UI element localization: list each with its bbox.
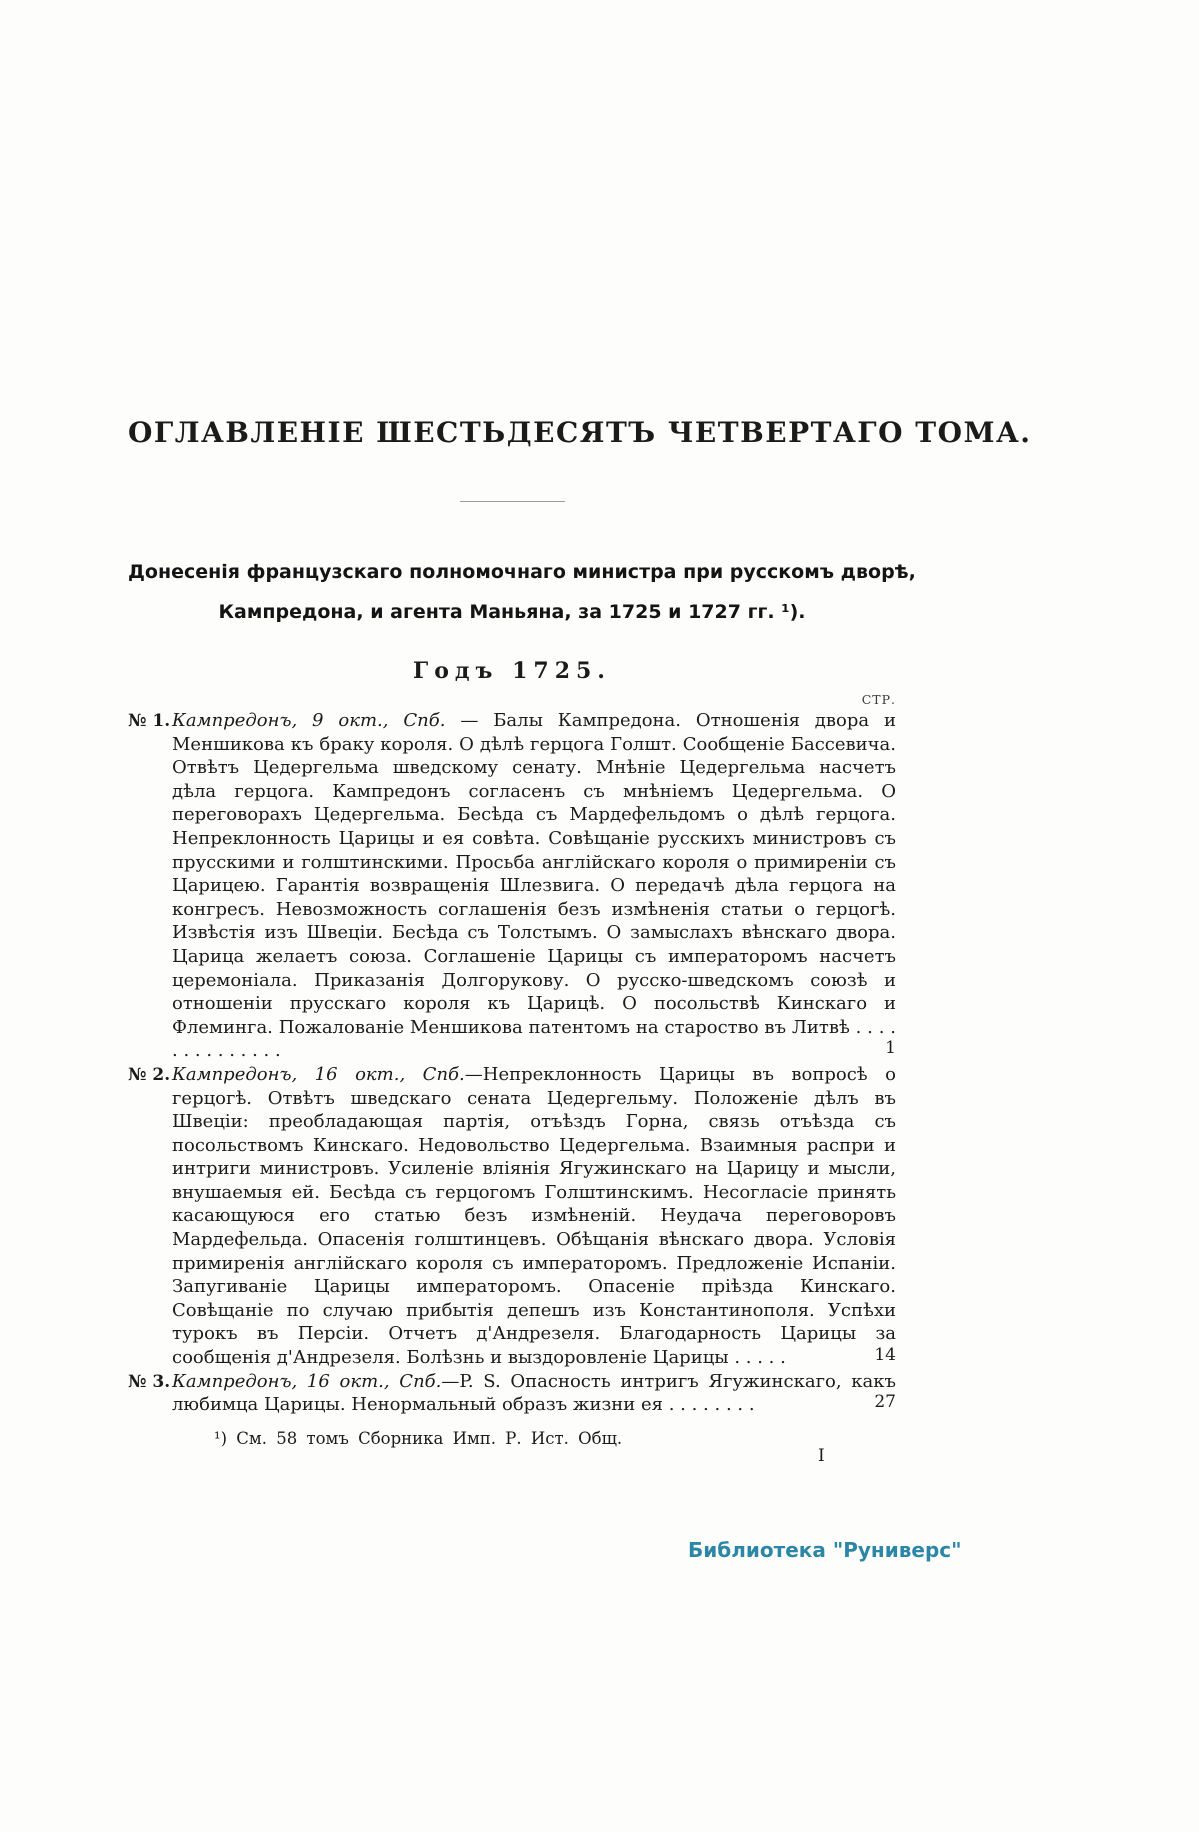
leader-dots: . . . . . bbox=[728, 1347, 786, 1369]
title-divider bbox=[460, 501, 565, 502]
entry-page-number: 14 bbox=[874, 1345, 896, 1366]
toc-entry-3 bbox=[128, 1370, 896, 1417]
entry-number: № 1. bbox=[128, 711, 171, 731]
toc-entry-1 bbox=[128, 709, 896, 1063]
entry-lead: Кампредонъ, 16 окт., Спб. bbox=[172, 1063, 465, 1085]
leader-dots: . . . . . . . . bbox=[663, 1394, 755, 1416]
entry-text: Балы Кампредона. Отношенія двора и Меншикова къ браку короля. О дѣлѣ герцога Голшт. Сообщеніе Бассевича. Отвѣтъ Цедергельма шведскому сенату. Мнѣніе Цедергельма насчетъ дѣла герцога. Кампредонъ согласенъ съ мнѣніемъ Цедергельма. О переговорахъ Цедергельма. Бесѣда съ Мардефельдомъ о дѣлѣ герцога. Непреклонность Царицы и ея совѣта. Совѣщаніе русскихъ министровъ съ прусскими и голштинскими. Просьба англійскаго короля о примиреніи съ Царицею. Гарантія возвращенія Шлезвига. О передачѣ дѣла герцога на конгресъ. Невозможность соглашенія безъ измѣненія статьи о герцогѣ. Извѣстія изъ Швеціи. Бесѣда съ Толстымъ. О замыслахъ вѣнскаго двора. Царица желаетъ союза. Соглашеніе Царицы съ императоромъ насчетъ церемоніала. Приказанія Долгорукову. О русско-шведскомъ союзѣ и отношеніи прусскаго короля къ Царицѣ. О посольствѣ Кинскаго и Флеминга. Пожалованіе Меншикова патентомъ на староство въ Литвѣ bbox=[172, 710, 896, 1038]
entry-text: P. S. Опасность интригъ Ягужинскаго, какъ любимца Царицы. Ненормальный образъ жизни ея bbox=[172, 1370, 896, 1416]
page-title: ОГЛАВЛЕНІЕ ШЕСТЬДЕСЯТЪ ЧЕТВЕРТАГО ТОМА. bbox=[128, 416, 1032, 449]
entry-page-number: 1 bbox=[885, 1038, 896, 1059]
content-column bbox=[128, 0, 1032, 1448]
document-subtitle bbox=[128, 552, 916, 632]
entry-number: № 2. bbox=[128, 1064, 171, 1085]
subtitle-line-1: Донесенія французскаго полномочнаго министра при русскомъ дворѣ, bbox=[128, 561, 916, 583]
section-heading-year: Годъ 1725. bbox=[413, 658, 611, 684]
library-watermark: Библиотека "Руниверс" bbox=[688, 1538, 962, 1562]
entry-lead: Кампредонъ, 9 окт., Спб. bbox=[172, 710, 446, 731]
folio-page-number: I bbox=[818, 1446, 825, 1466]
subtitle-line-2: Кампредона, и агента Маньяна, за 1725 и 1727 гг. ¹). bbox=[218, 601, 806, 623]
entry-text: Непреклонность Царицы въ вопросѣ о герцогѣ. Отвѣтъ шведскаго сената Цедергельму. Положеніе дѣлъ въ Швеціи: преобладающая партія, отъѣздъ Горна, связь отъѣзда съ посольствомъ Кинскаго. Недовольство Цедергельма. Взаимныя распри и интриги министровъ. Усиленіе вліянія Ягужинскаго на Царицу и мысли, внушаемыя ей. Бесѣда съ герцогомъ Голштинскимъ. Несогласіе принять касающуюся его статью безъ измѣненій. Неудача переговоровъ Мардефельда. Опасенія голштинцевъ. Обѣщанія вѣнскаго двора. Условія примиренія англійскаго короля съ императоромъ. Предложеніе Испаніи. Запугиваніе Царицы императоромъ. Опасеніе пріѣзда Кинскаго. Совѣщаніе по случаю прибытія депешъ изъ Константинополя. Успѣхи турокъ въ Персіи. Отчетъ д'Андрезеля. Благодарность Царицы за сообщенія д'Андрезеля. Болѣзнь и выздоровленіе Царицы bbox=[172, 1063, 896, 1369]
footnote: ¹) См. 58 томъ Сборника Имп. Р. Ист. Общ. bbox=[214, 1428, 623, 1448]
entry-number: № 3. bbox=[128, 1371, 171, 1392]
leader-dots: . . . . . . . . . . . . . . bbox=[172, 1016, 896, 1062]
entry-lead: Кампредонъ, 16 окт., Спб. bbox=[172, 1370, 442, 1392]
page-column-header: СТР. bbox=[861, 692, 896, 707]
entry-separator: — bbox=[445, 710, 494, 731]
entry-separator: — bbox=[441, 1370, 460, 1392]
toc-entries bbox=[128, 709, 896, 1417]
entry-page-number: 27 bbox=[874, 1392, 896, 1413]
toc-entry-2 bbox=[128, 1063, 896, 1370]
entry-separator: — bbox=[464, 1063, 483, 1085]
